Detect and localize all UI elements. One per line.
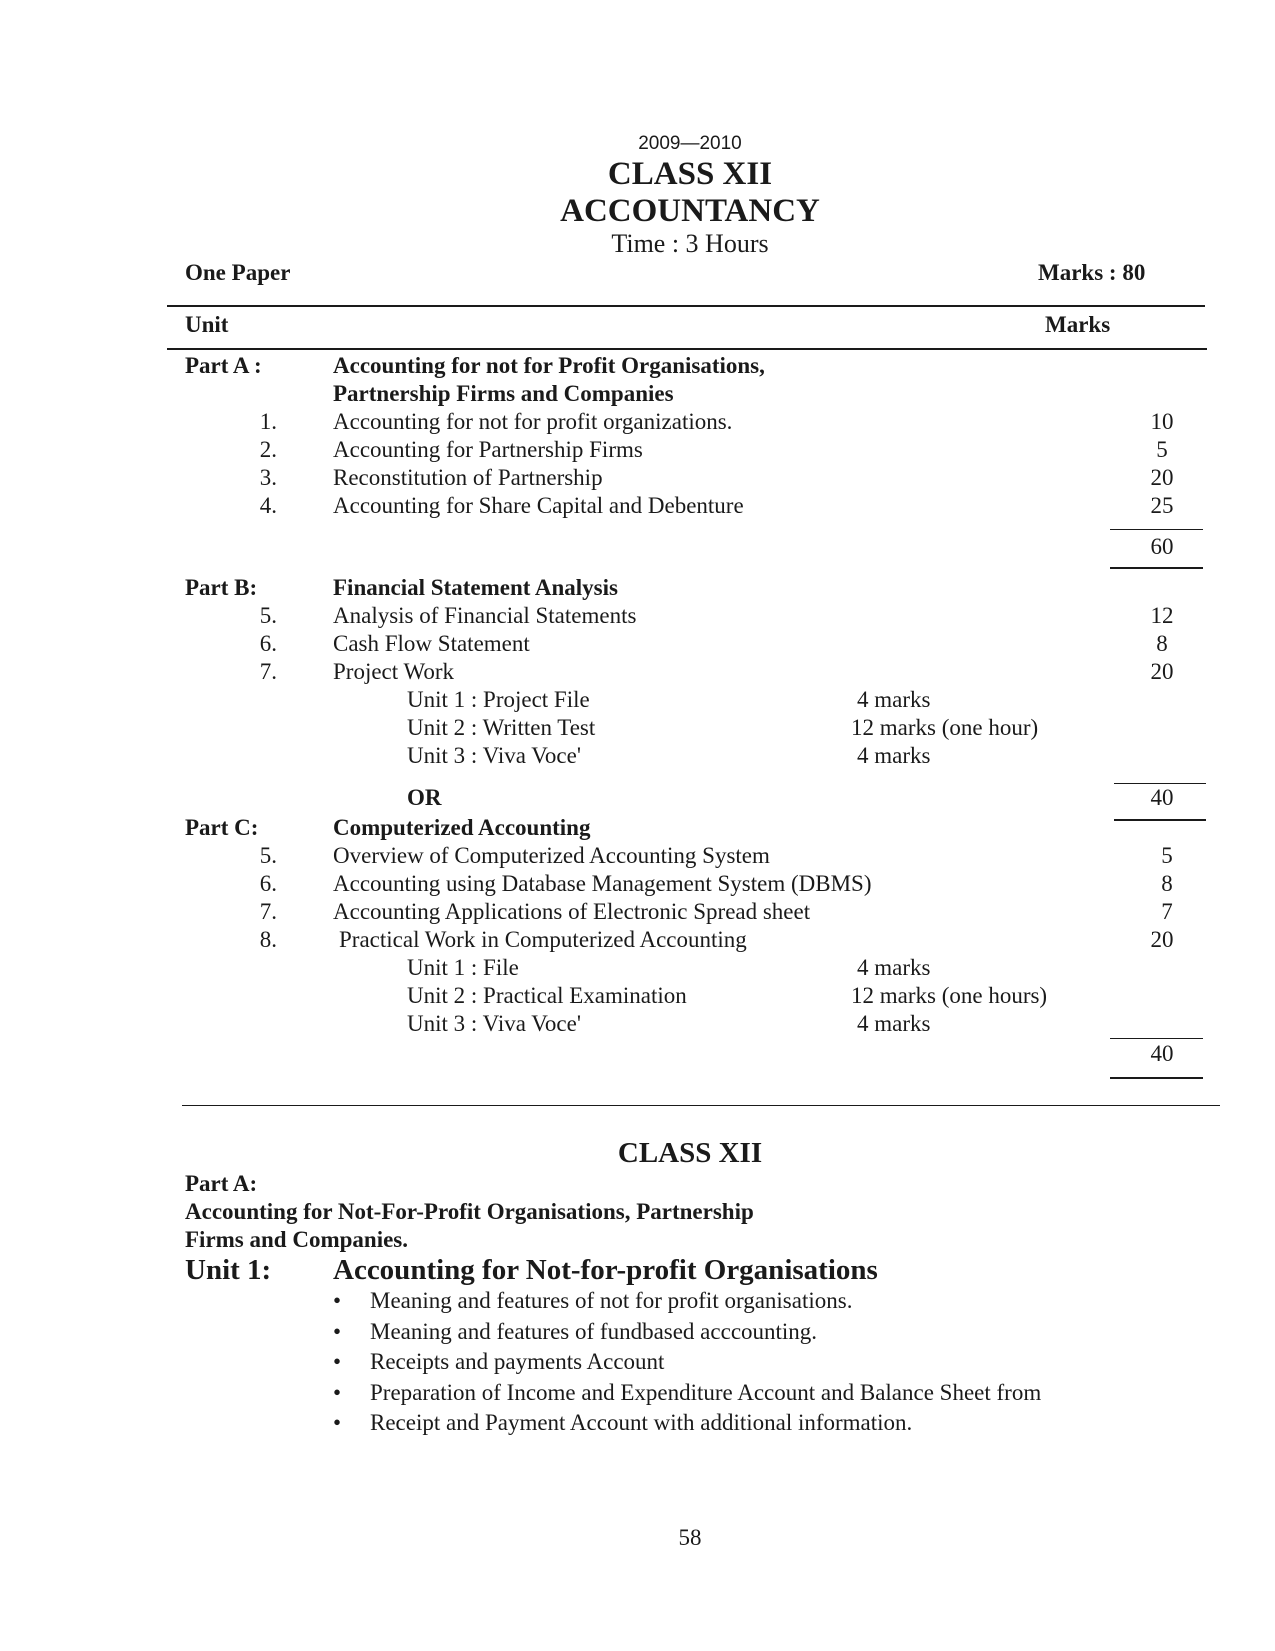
part-c-total: 40: [1150, 1041, 1174, 1066]
total-marks: Marks : 80: [1038, 260, 1146, 285]
part-a-title: Partnership Firms and Companies: [333, 381, 674, 406]
subunit-topic: Unit 1 : File: [407, 955, 519, 980]
row-topic: Cash Flow Statement: [333, 631, 530, 656]
row-marks: 20: [1150, 659, 1174, 684]
part-b-title: Financial Statement Analysis: [333, 575, 618, 600]
row-marks: 7: [1161, 899, 1173, 924]
list-item-text: Meaning and features of fundbased acccounting.: [370, 1318, 818, 1344]
row-marks: 25: [1150, 493, 1174, 518]
row-topic: Project Work: [333, 659, 455, 684]
subunit-marks: 4 marks: [857, 955, 931, 980]
row-topic: Accounting Applications of Electronic Spread sheet: [333, 899, 811, 924]
part-c-label: Part C:: [185, 815, 259, 840]
list-item-text: Receipt and Payment Account with additional information.: [370, 1410, 913, 1435]
row-marks: 20: [1150, 465, 1174, 490]
subunit-topic: Unit 3 : Viva Voce': [407, 743, 581, 768]
or-separator: OR: [407, 785, 442, 810]
subtotal-rule: [1110, 1077, 1203, 1079]
syllabus-part-title: Firms and Companies.: [185, 1227, 408, 1252]
table-top-rule: [167, 305, 1205, 307]
row-topic: Practical Work in Computerized Accounting: [339, 927, 747, 952]
row-topic: Accounting using Database Management System (DBMS): [333, 871, 872, 896]
subtotal-rule: [1110, 529, 1203, 530]
row-marks: 20: [1150, 927, 1174, 952]
list-item-text: Meaning and features of not for profit organisations.: [370, 1288, 853, 1313]
subtotal-rule: [1110, 1038, 1203, 1039]
syllabus-part-label: Part A:: [185, 1171, 258, 1196]
row-marks: 8: [1161, 871, 1173, 896]
list-item: [333, 1378, 1041, 1409]
row-topic: Reconstitution of Partnership: [333, 465, 603, 490]
list-item: [333, 1317, 1041, 1348]
list-item: [333, 1286, 1041, 1317]
time-heading: Time : 3 Hours: [611, 229, 769, 258]
row-number: 3.: [259, 465, 277, 490]
subunit-marks: 12 marks (one hours): [851, 983, 1048, 1008]
unit-title: Accounting for Not-for-profit Organisations: [333, 1254, 878, 1286]
row-number: 4.: [259, 493, 277, 518]
subject-heading: ACCOUNTANCY: [560, 193, 820, 229]
page-number: 58: [678, 1525, 702, 1550]
part-a-label: Part A :: [185, 353, 262, 378]
part-b-label: Part B:: [185, 575, 258, 600]
row-topic: Accounting for Share Capital and Debenture: [333, 493, 744, 518]
row-topic: Accounting for not for profit organizations.: [333, 409, 733, 434]
row-number: 7.: [259, 659, 277, 684]
part-b-total: 40: [1150, 785, 1174, 810]
subunit-marks: 12 marks (one hour): [851, 715, 1039, 740]
row-topic: Analysis of Financial Statements: [333, 603, 637, 628]
table-bottom-rule: [182, 1105, 1220, 1106]
part-c-title: Computerized Accounting: [333, 815, 591, 840]
unit-column-header: Unit: [185, 312, 229, 337]
part-a-total: 60: [1150, 534, 1174, 559]
row-marks: 12: [1150, 603, 1174, 628]
class-heading: CLASS XII: [607, 156, 773, 192]
year-range: 2009—2010: [638, 133, 742, 154]
row-number: 5.: [259, 603, 277, 628]
bullet-icon: •: [333, 1379, 342, 1405]
row-number: 6.: [259, 631, 277, 656]
bullet-icon: •: [333, 1410, 342, 1435]
table-header-rule: [167, 348, 1207, 350]
row-marks: 8: [1156, 631, 1168, 656]
row-marks: 10: [1150, 409, 1174, 434]
section-heading: CLASS XII: [617, 1137, 763, 1169]
subunit-topic: Unit 2 : Written Test: [407, 715, 596, 740]
subunit-marks: 4 marks: [857, 687, 931, 712]
subunit-topic: Unit 2 : Practical Examination: [407, 983, 687, 1008]
row-number: 8.: [259, 927, 277, 952]
paper-label: One Paper: [185, 260, 291, 285]
row-number: 2.: [259, 437, 277, 462]
part-a-title: Accounting for not for Profit Organisations,: [333, 353, 765, 378]
bullet-icon: •: [333, 1349, 342, 1374]
subunit-marks: 4 marks: [857, 743, 931, 768]
list-item-text: Preparation of Income and Expenditure Account and Balance Sheet from: [370, 1379, 1042, 1405]
bullet-icon: •: [333, 1318, 342, 1344]
row-topic: Accounting for Partnership Firms: [333, 437, 643, 462]
subunit-topic: Unit 1 : Project File: [407, 687, 590, 712]
topic-list: [333, 1286, 1041, 1439]
bullet-icon: •: [333, 1288, 342, 1313]
row-number: 5.: [259, 843, 277, 868]
syllabus-part-title: Accounting for Not-For-Profit Organisations, Partnership: [185, 1199, 754, 1224]
marks-column-header: Marks: [1045, 312, 1111, 337]
unit-label: Unit 1:: [185, 1254, 272, 1286]
row-marks: 5: [1156, 437, 1168, 462]
subtotal-rule: [1110, 567, 1203, 569]
list-item: [333, 1347, 1041, 1378]
subtotal-rule: [1114, 819, 1206, 821]
row-number: 1.: [259, 409, 277, 434]
list-item: [333, 1408, 1041, 1439]
list-item-text: Receipts and payments Account: [370, 1349, 665, 1374]
row-number: 7.: [259, 899, 277, 924]
row-marks: 5: [1161, 843, 1173, 868]
row-number: 6.: [259, 871, 277, 896]
subunit-topic: Unit 3 : Viva Voce': [407, 1011, 581, 1036]
row-topic: Overview of Computerized Accounting System: [333, 843, 770, 868]
subunit-marks: 4 marks: [857, 1011, 931, 1036]
